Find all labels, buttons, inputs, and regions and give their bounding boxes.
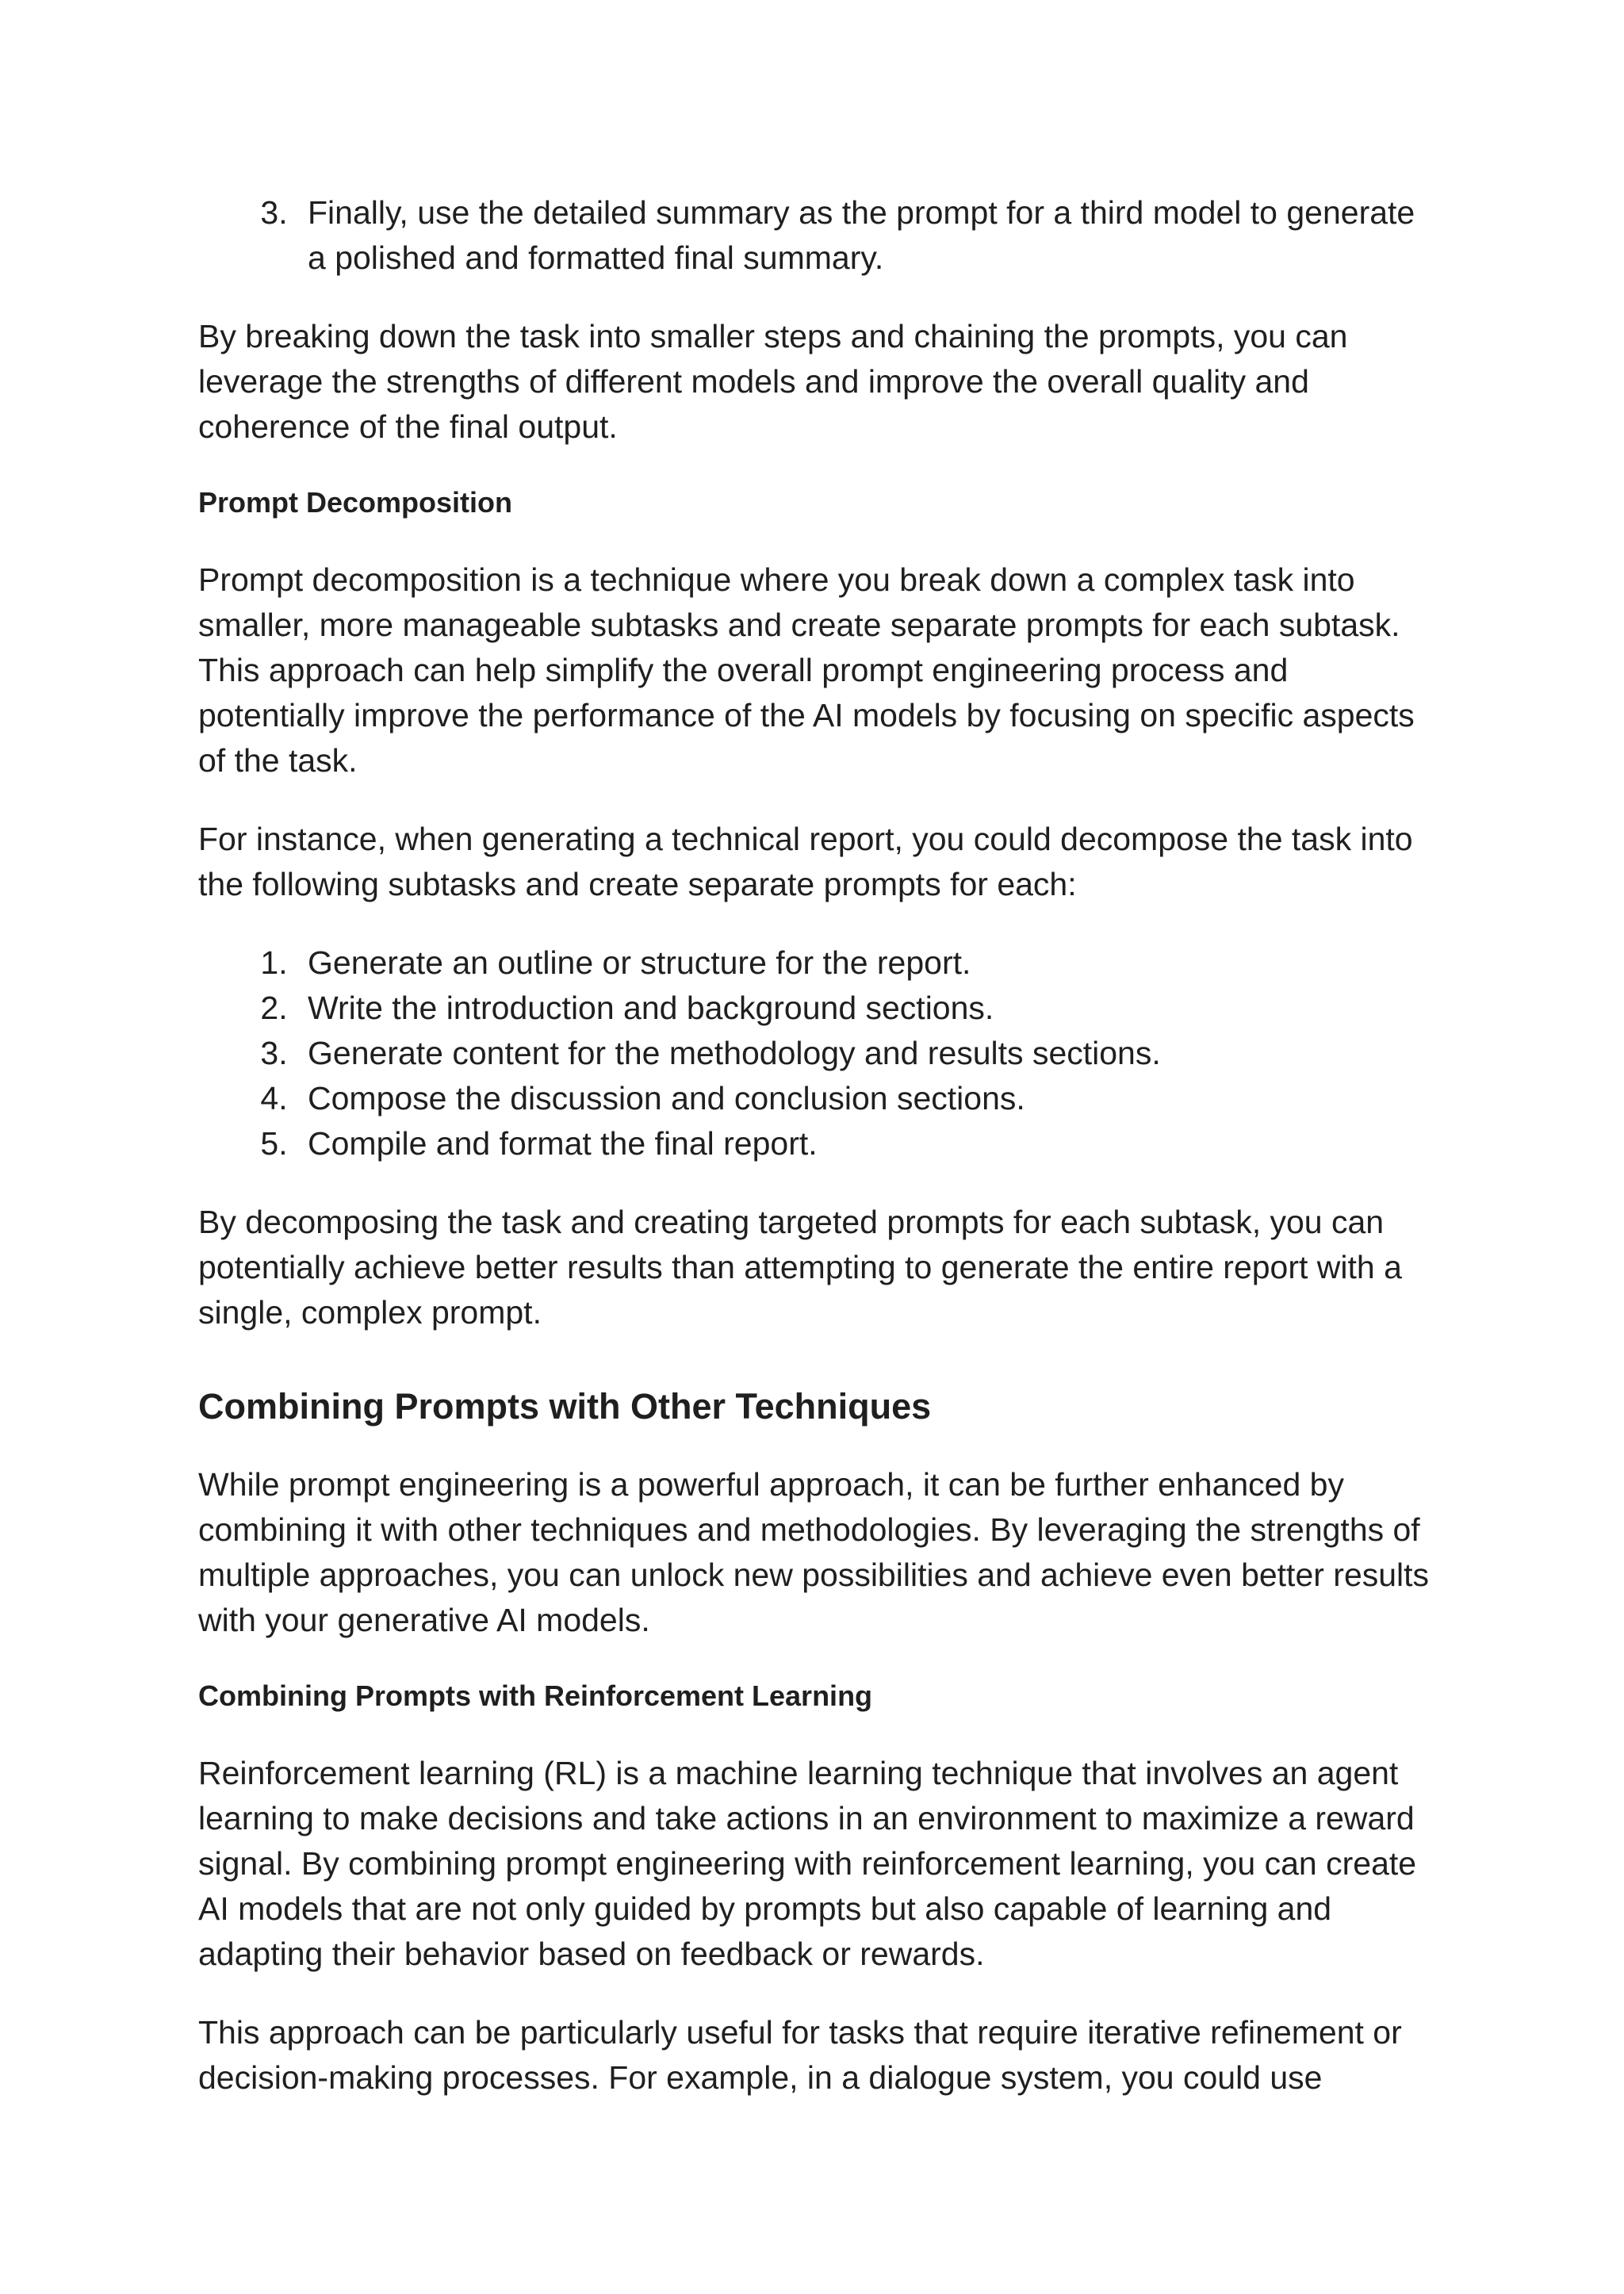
list-item: 1. Generate an outline or structure for the report.: [297, 940, 1435, 986]
paragraph-decomposition-summary: By decomposing the task and creating targeted prompts for each subtask, you can potentially achieve better results than attempting to generate the entire report with a single, complex prompt.: [198, 1204, 1402, 1331]
heading-prompt-decomposition: Prompt Decomposition: [198, 486, 513, 519]
list-item: 3. Finally, use the detailed summary as the prompt for a third model to generate a polished and formatted final summary.: [297, 190, 1435, 281]
list-item: 2. Write the introduction and background sections.: [297, 986, 1435, 1031]
list-item: 3. Generate content for the methodology and results sections.: [297, 1031, 1435, 1076]
paragraph-combining-intro: While prompt engineering is a powerful approach, it can be further enhanced by combining it with other techniques and methodologies. By leveraging the strengths of multiple approaches, you can unlock new possibilities and achieve even better results with your generative AI models.: [198, 1466, 1430, 1638]
paragraph-decomposition-example: For instance, when generating a technical report, you could decompose the task into the following subtasks and create separate prompts for each:: [198, 821, 1413, 902]
heading-reinforcement-learning: Combining Prompts with Reinforcement Learning: [198, 1679, 873, 1712]
document-page: [198, 190, 1435, 2134]
paragraph-rl-usecase: This approach can be particularly useful for tasks that require iterative refinement or decision-making processes. For example, in a dialogue system, you could use: [198, 2014, 1402, 2096]
paragraph-chaining-summary: By breaking down the task into smaller steps and chaining the prompts, you can leverage the strengths of different models and improve the overall quality and coherence of the final output.: [198, 318, 1348, 445]
paragraph-decomposition-intro: Prompt decomposition is a technique where you break down a complex task into smaller, more manageable subtasks and create separate prompts for each subtask. This approach can help simplify the overall prompt engineering process and potentially improve the performance of the AI models by focusing on specific aspects of the task.: [198, 561, 1415, 779]
list-item: 5. Compile and format the final report.: [297, 1121, 1435, 1166]
heading-combining-techniques: Combining Prompts with Other Techniques: [198, 1386, 932, 1427]
list-item: 4. Compose the discussion and conclusion sections.: [297, 1076, 1435, 1121]
subtasks-list: [198, 940, 1435, 1166]
chaining-steps-list: [198, 190, 1435, 281]
paragraph-rl-intro: Reinforcement learning (RL) is a machine learning technique that involves an agent learning to make decisions and take actions in an environment to maximize a reward signal. By combining prompt engineering with reinforcement learning, you can create AI models that are not only guided by prompts but also capable of learning and adapting their behavior based on feedback or rewards.: [198, 1755, 1417, 1972]
